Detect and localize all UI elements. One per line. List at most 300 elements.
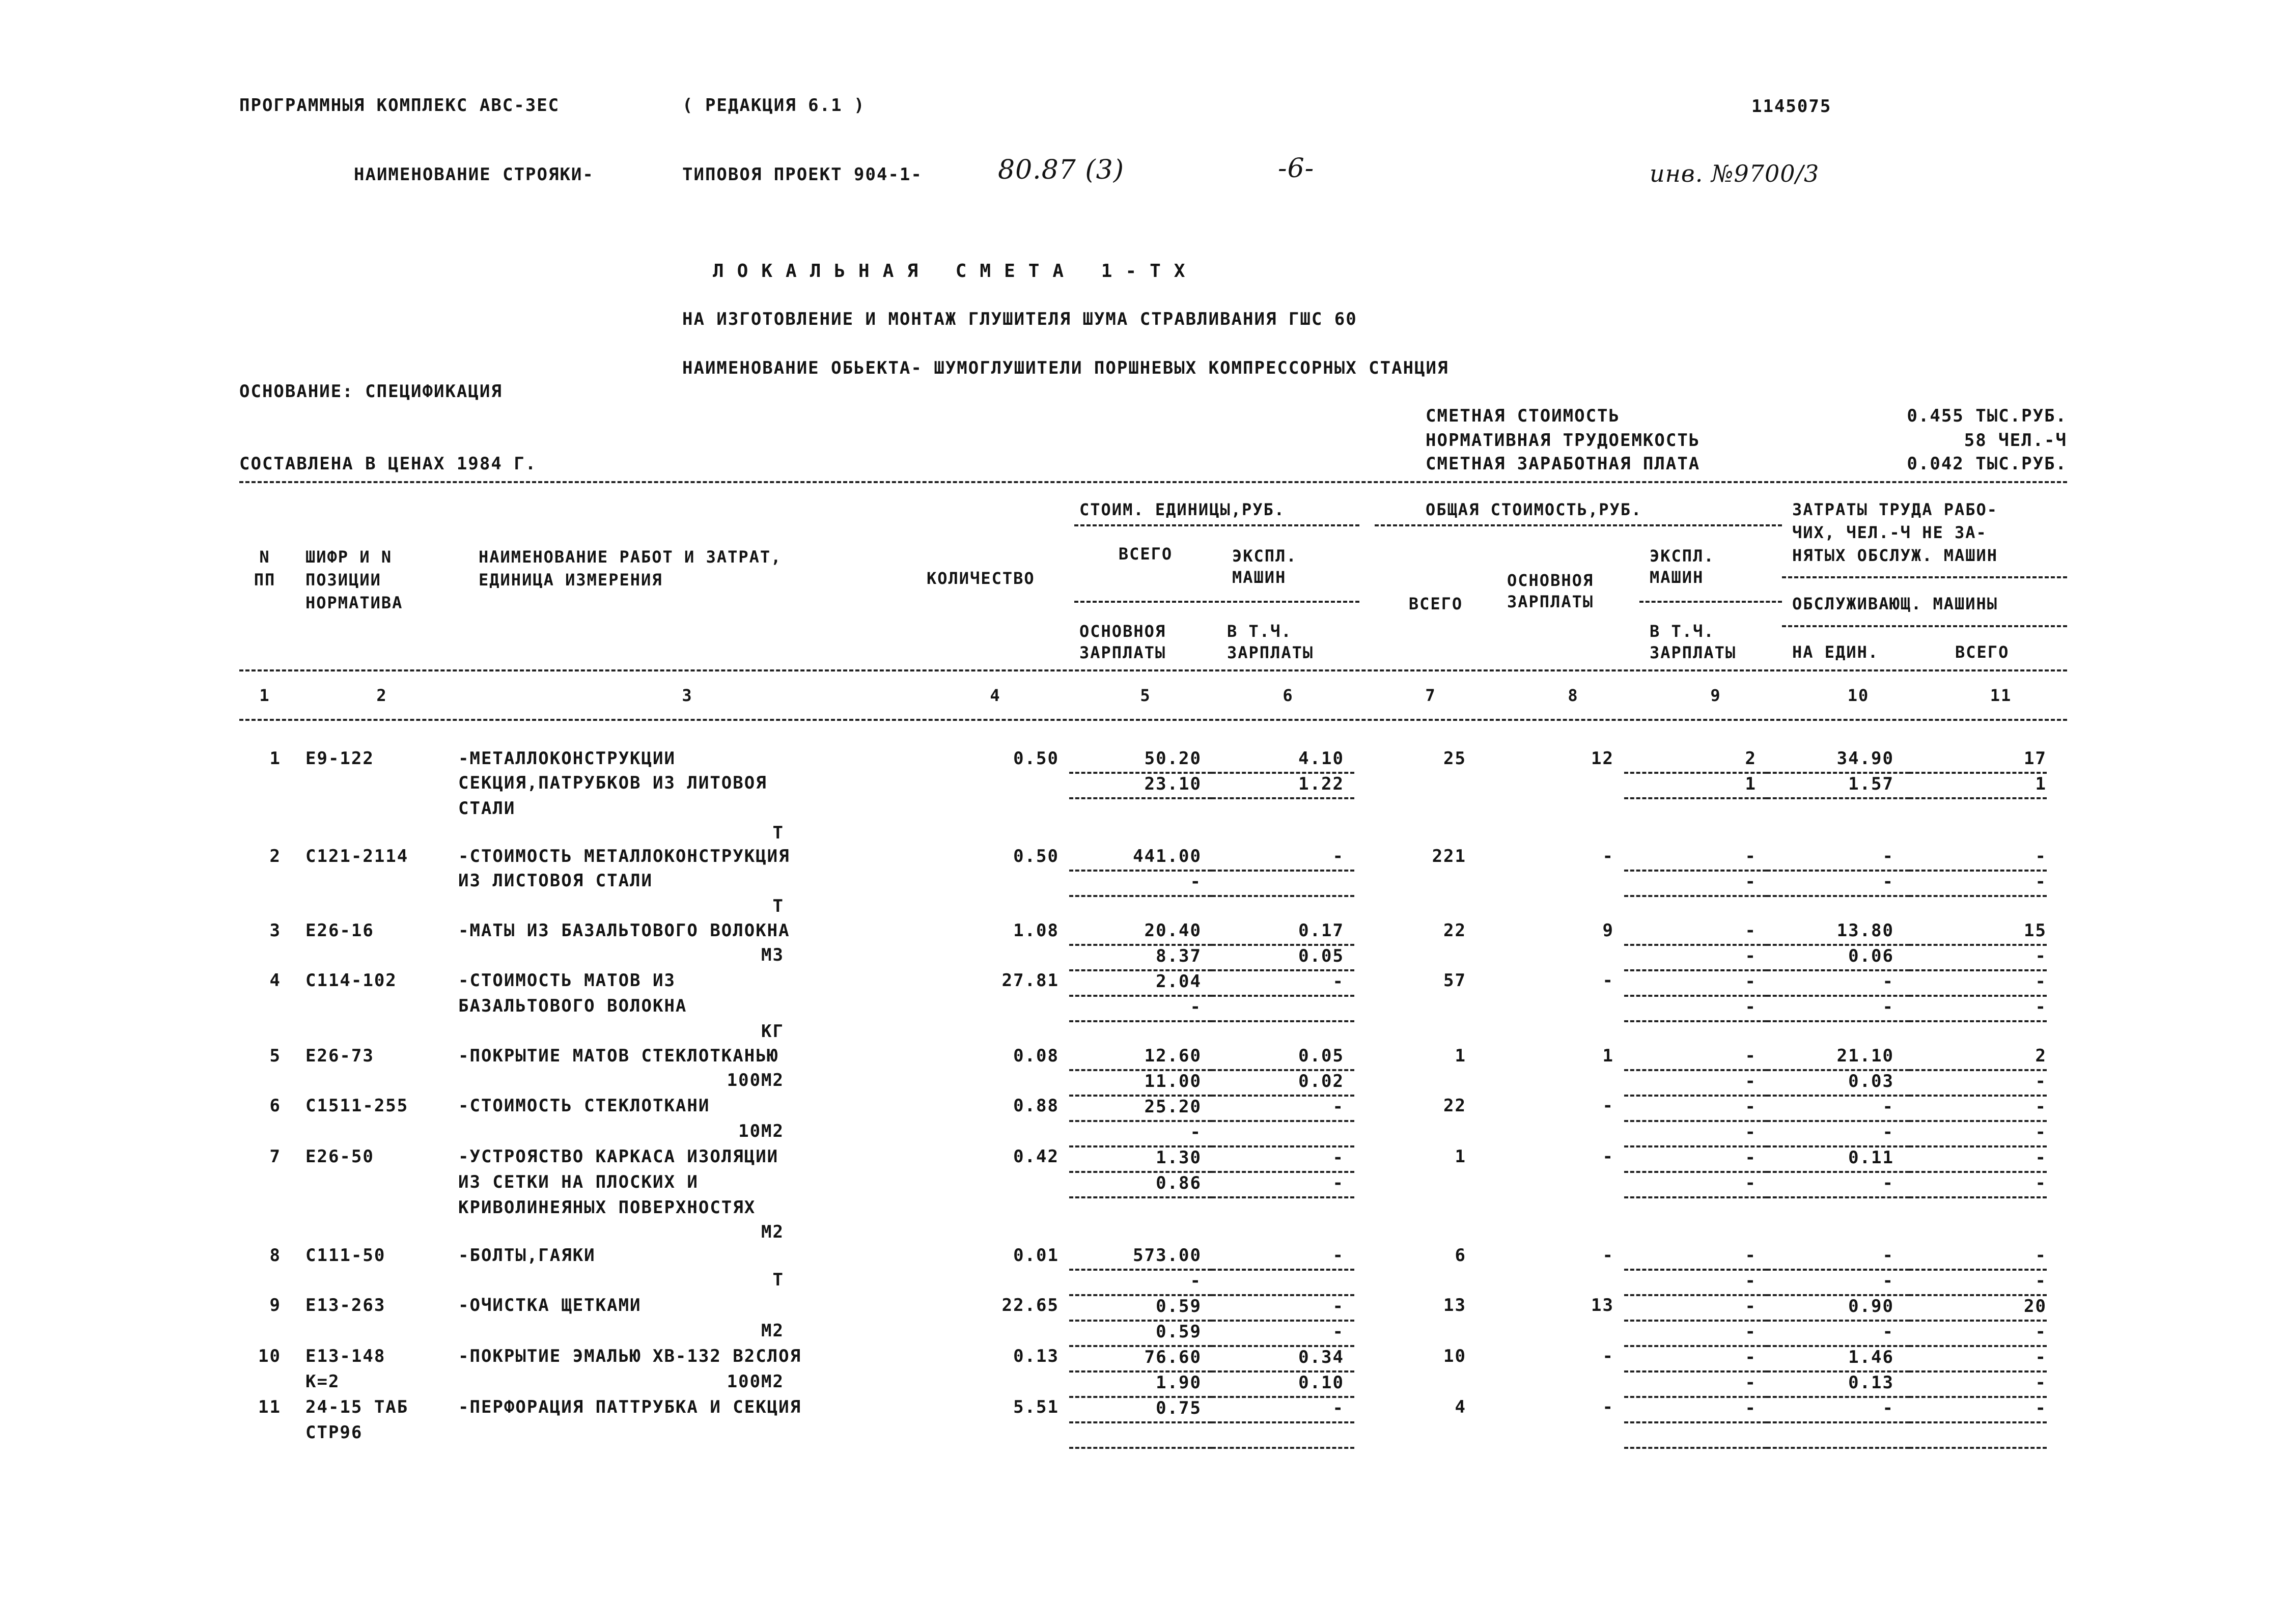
row-code: Е26-73 <box>305 1046 374 1066</box>
row-quantity: 0.50 <box>1013 748 1059 769</box>
row-unit-machines: - <box>1212 1295 1354 1321</box>
col-header-unit-machines: ЭКСПЛ. МАШИН <box>1232 546 1297 587</box>
row-total-machines: - <box>1624 1046 1767 1070</box>
row-total-machines: - <box>1624 920 1767 945</box>
summary-cost-label: СМЕТНАЯ СТОИМОСТЬ <box>1426 406 1620 426</box>
row-unit: Т <box>772 896 784 916</box>
row-unit-machine-wages: 1.22 <box>1212 773 1354 798</box>
row-total-wages-cont <box>1482 1321 1624 1346</box>
row-unit-machine-wages: 0.10 <box>1212 1371 1354 1397</box>
row-total-cont <box>1354 1121 1482 1146</box>
row-unit: 10М2 <box>738 1121 784 1141</box>
row-unit-wages: 0.59 <box>1069 1321 1212 1346</box>
row-total-machines: - <box>1624 1397 1767 1422</box>
row-total-machine-wages: - <box>1624 945 1767 970</box>
project-handwritten: 80.87 (3) <box>998 155 1125 185</box>
row-labor-per-unit: - <box>1767 846 1909 871</box>
row-quantity-cont <box>845 1070 1069 1096</box>
col-header-unit-machine-wages: В Т.Ч. ЗАРПЛАТЫ <box>1227 622 1314 662</box>
row-code-cont <box>295 1222 443 1245</box>
row-total-machine-wages: - <box>1624 1371 1767 1397</box>
row-unit-machine-wages <box>1212 1121 1354 1146</box>
table-row <box>239 1346 2047 1371</box>
row-total-machine-wages: - <box>1624 1270 1767 1295</box>
row-empty-cell <box>1212 1222 1354 1245</box>
row-code-cont <box>295 1172 443 1197</box>
row-unit-machine-wages <box>1212 996 1354 1021</box>
row-empty-cell <box>1909 823 2047 846</box>
row-total: 57 <box>1443 970 1466 991</box>
row-labor-total: 20 <box>1909 1295 2047 1321</box>
row-labor-per-unit-2: - <box>1767 871 1909 896</box>
row-unit-total: 50.20 <box>1069 748 1212 773</box>
row-number-cont <box>239 1371 295 1397</box>
row-total-machines: - <box>1624 1096 1767 1121</box>
row-labor-total: 17 <box>1909 748 2047 773</box>
row-total-wages: - <box>1602 1346 1614 1366</box>
row-total-machines: - <box>1624 1346 1767 1371</box>
row-code: Е26-16 <box>305 920 374 941</box>
row-empty-cell <box>1069 798 1212 823</box>
row-unit-machines: 0.05 <box>1212 1046 1354 1070</box>
col-header-labor-d: ОБСЛУЖИВАЮЩ. МАШИНЫ <box>1792 594 1998 613</box>
row-code-cont <box>295 1270 443 1295</box>
row-total-wages: 12 <box>1591 748 1614 769</box>
row-total-machines: - <box>1624 1146 1767 1172</box>
col-header-total: ВСЕГО <box>1408 594 1463 613</box>
row-code-cont <box>295 996 443 1021</box>
row-total-machines: - <box>1624 1245 1767 1270</box>
col-header-unit-cost: СТОИМ. ЕДИНИЦЫ,РУБ. <box>1079 500 1286 519</box>
col-header-n: N ПП <box>254 547 276 590</box>
col-number: 9 <box>1710 686 1721 705</box>
row-code-cont <box>295 773 443 798</box>
row-labor-total: 15 <box>1909 920 2047 945</box>
row-code: С111-50 <box>305 1245 386 1266</box>
row-number-cont <box>239 1197 295 1222</box>
row-total-wages: - <box>1602 1245 1614 1266</box>
row-unit-wages: 8.37 <box>1069 945 1212 970</box>
row-name: -СТОИМОСТЬ СТЕКЛОТКАНИ <box>458 1096 710 1116</box>
row-quantity: 0.50 <box>1013 846 1059 866</box>
prices-basis: СОСТАВЛЕНА В ЦЕНАХ 1984 Г. <box>239 454 537 474</box>
row-unit: Т <box>772 823 784 843</box>
row-labor-per-unit-2: - <box>1767 1321 1909 1346</box>
row-labor-total: - <box>1909 970 2047 996</box>
row-code: С121-2114 <box>305 846 409 866</box>
row-labor-per-unit-2: 1.57 <box>1767 773 1909 798</box>
row-code: С1511-255 <box>305 1096 409 1116</box>
table-row <box>239 1422 2047 1448</box>
row-labor-per-unit-2: 0.03 <box>1767 1070 1909 1096</box>
table-row <box>239 1121 2047 1146</box>
row-quantity-cont <box>845 1270 1069 1295</box>
row-empty-cell <box>1767 1021 1909 1046</box>
row-unit-total: 76.60 <box>1069 1346 1212 1371</box>
row-name: -ОЧИСТКА ЩЕТКАМИ <box>458 1295 642 1315</box>
document-title: ЛОКАЛЬНАЯ СМЕТА 1-ТХ <box>713 261 1199 282</box>
row-total-machines: - <box>1624 846 1767 871</box>
row-total-wages-cont <box>1482 1070 1624 1096</box>
document-number: 1145075 <box>1751 96 1832 117</box>
total-cost-subrule-2 <box>1639 601 1782 603</box>
row-total-cont <box>1354 945 1482 970</box>
row-quantity: 0.88 <box>1013 1096 1059 1116</box>
row-total-cont <box>1354 1070 1482 1096</box>
row-total: 4 <box>1455 1397 1466 1417</box>
col-number: 1 <box>259 686 270 705</box>
row-total-wages: - <box>1602 1146 1614 1167</box>
row-quantity: 0.42 <box>1013 1146 1059 1167</box>
row-total-machines: 2 <box>1624 748 1767 773</box>
row-empty-cell <box>845 1222 1069 1245</box>
row-number-cont <box>239 871 295 896</box>
row-total-cont <box>1354 1371 1482 1397</box>
row-empty-cell <box>1624 1222 1767 1245</box>
row-number: 3 <box>269 920 281 941</box>
table-row <box>239 1021 2047 1046</box>
row-total-machine-wages: 1 <box>1624 773 1767 798</box>
row-labor-total: - <box>1909 1096 2047 1121</box>
row-code: Е9-122 <box>305 748 374 769</box>
table-row <box>239 1245 2047 1270</box>
table-row <box>239 1197 2047 1222</box>
row-number: 9 <box>269 1295 281 1315</box>
row-labor-total-2: - <box>1909 1070 2047 1096</box>
row-total-cont <box>1354 1172 1482 1197</box>
row-empty-cell <box>1212 896 1354 920</box>
row-unit-wages: - <box>1069 996 1212 1021</box>
row-name: ИЗ ЛИСТОВОЯ СТАЛИ <box>458 871 653 891</box>
row-empty-cell <box>1909 896 2047 920</box>
row-labor-per-unit-2: 0.06 <box>1767 945 1909 970</box>
row-unit-wages: - <box>1069 871 1212 896</box>
col-number: 6 <box>1283 686 1294 705</box>
table-row <box>239 1321 2047 1346</box>
labor-subrule-2 <box>1782 625 2067 627</box>
row-empty-cell <box>1767 798 1909 823</box>
row-number-cont <box>239 1321 295 1346</box>
row-quantity-cont <box>845 871 1069 896</box>
row-unit-total: 0.59 <box>1069 1295 1212 1321</box>
col-number: 2 <box>376 686 387 705</box>
row-empty-cell <box>1909 1197 2047 1222</box>
row-code-cont <box>295 1197 443 1222</box>
col-header-labor-per-unit: НА ЕДИН. <box>1792 642 1879 662</box>
row-total-wages-cont <box>1482 945 1624 970</box>
row-labor-per-unit: 0.11 <box>1767 1146 1909 1172</box>
row-name: -УСТРОЯСТВО КАРКАСА ИЗОЛЯЦИИ <box>458 1146 779 1167</box>
row-empty-cell <box>1624 798 1767 823</box>
row-total-machine-wages <box>1624 1422 1767 1448</box>
row-unit: М2 <box>761 1321 784 1341</box>
row-labor-per-unit-2: - <box>1767 996 1909 1021</box>
row-total-cont <box>1354 996 1482 1021</box>
row-total-machines: - <box>1624 1295 1767 1321</box>
row-total-wages-cont <box>1482 773 1624 798</box>
col-header-labor-c: НЯТЫХ ОБСЛУЖ. МАШИН <box>1792 546 1998 565</box>
row-empty-cell <box>1069 896 1212 920</box>
row-total-wages-cont <box>1482 1422 1624 1448</box>
row-empty-cell <box>1767 1222 1909 1245</box>
row-total-wages: 1 <box>1602 1046 1614 1066</box>
row-labor-per-unit: 1.46 <box>1767 1346 1909 1371</box>
table-row <box>239 1270 2047 1295</box>
row-labor-total-2: - <box>1909 871 2047 896</box>
row-code-cont <box>295 798 443 823</box>
row-labor-per-unit: - <box>1767 1096 1909 1121</box>
row-empty-cell <box>1069 1021 1212 1046</box>
object-name: НАИМЕНОВАНИЕ ОБЬЕКТА- ШУМОГЛУШИТЕЛИ ПОРШНЕВЫХ КОМПРЕССОРНЫХ СТАНЦИЯ <box>682 358 1449 378</box>
row-empty-cell <box>1212 798 1354 823</box>
row-name: СЕКЦИЯ,ПАТРУБКОВ ИЗ ЛИТОВОЯ <box>458 773 767 793</box>
project-value: ТИПОВОЯ ПРОЕКТ 904-1- <box>682 164 923 185</box>
row-labor-total-2: 1 <box>1909 773 2047 798</box>
program-name: ПРОГРАММНЫЯ КОМПЛЕКС АВС-3ЕС <box>239 95 560 116</box>
row-unit-machines: - <box>1212 970 1354 996</box>
row-total-wages-cont <box>1482 1270 1624 1295</box>
row-labor-per-unit: - <box>1767 1397 1909 1422</box>
row-name: КРИВОЛИНЕЯНЫХ ПОВЕРХНОСТЯХ <box>458 1197 756 1218</box>
row-total-wages: - <box>1602 846 1614 866</box>
col-number: 4 <box>990 686 1001 705</box>
row-unit-total: 441.00 <box>1069 846 1212 871</box>
row-labor-total-2: - <box>1909 996 2047 1021</box>
row-name: -СТОИМОСТЬ МЕТАЛЛОКОНСТРУКЦИЯ <box>458 846 790 866</box>
col-number: 3 <box>682 686 693 705</box>
row-name: -ПОКРЫТИЕ ЭМАЛЬЮ ХВ-132 В2СЛОЯ <box>458 1346 802 1366</box>
row-unit-machines: - <box>1212 1397 1354 1422</box>
project-label: НАИМЕНОВАНИЕ СТРОЯКИ- <box>354 164 594 185</box>
row-unit-machine-wages: - <box>1212 1321 1354 1346</box>
row-empty-cell <box>1212 823 1354 846</box>
row-number: 7 <box>269 1146 281 1167</box>
col-header-unit-wages: ОСНОВНОЯ ЗАРПЛАТЫ <box>1079 622 1166 662</box>
row-empty-cell <box>1909 798 2047 823</box>
basis: ОСНОВАНИЕ: СПЕЦИФИКАЦИЯ <box>239 381 503 402</box>
table-row <box>239 1371 2047 1397</box>
row-labor-per-unit-2: - <box>1767 1121 1909 1146</box>
row-unit-machines: 0.34 <box>1212 1346 1354 1371</box>
row-unit: КГ <box>761 1021 784 1042</box>
row-total-wages: 9 <box>1602 920 1614 941</box>
row-quantity-cont <box>845 1121 1069 1146</box>
header-rule-bottom <box>239 719 2067 721</box>
row-empty-cell <box>1482 798 1624 823</box>
table-row <box>239 773 2047 798</box>
summary-cost-value: 0.455 ТЫС.РУБ. <box>1907 406 2067 426</box>
row-name: СТАЛИ <box>458 798 516 819</box>
row-quantity: 0.08 <box>1013 1046 1059 1066</box>
row-name: -ПОКРЫТИЕ МАТОВ СТЕКЛОТКАНЬЮ <box>458 1046 779 1066</box>
row-total: 10 <box>1443 1346 1466 1366</box>
row-labor-per-unit: 21.10 <box>1767 1046 1909 1070</box>
inventory-number: инв. №9700/3 <box>1650 160 1820 187</box>
row-number: 6 <box>269 1096 281 1116</box>
row-unit-wages: - <box>1069 1270 1212 1295</box>
row-labor-total: - <box>1909 1245 2047 1270</box>
row-code: Е13-148 <box>305 1346 386 1366</box>
row-quantity-cont <box>845 1371 1069 1397</box>
row-total-machines: - <box>1624 970 1767 996</box>
unit-cost-subrule-2 <box>1074 601 1359 603</box>
row-quantity-cont <box>845 1321 1069 1346</box>
col-header-quantity: КОЛИЧЕСТВО <box>927 569 1035 588</box>
row-labor-per-unit-2: - <box>1767 1270 1909 1295</box>
row-empty-cell <box>1624 1021 1767 1046</box>
row-total-wages-cont <box>1482 1121 1624 1146</box>
row-quantity-cont <box>845 945 1069 970</box>
row-number-cont <box>239 1172 295 1197</box>
summary-labor-value: 58 ЧЕЛ.-Ч <box>1964 430 2067 451</box>
row-name: БАЗАЛЬТОВОГО ВОЛОКНА <box>458 996 687 1016</box>
labor-subrule <box>1782 576 2067 578</box>
row-labor-total: 2 <box>1909 1046 2047 1070</box>
row-total-wages-cont <box>1482 871 1624 896</box>
row-name: -БОЛТЫ,ГАЯКИ <box>458 1245 596 1266</box>
table-row <box>239 798 2047 823</box>
row-total-cont <box>1354 773 1482 798</box>
table-row <box>239 896 2047 920</box>
row-quantity-cont <box>845 1172 1069 1197</box>
col-header-labor-a: ЗАТРАТЫ ТРУДА РАБО- <box>1792 500 1998 519</box>
table-row <box>239 748 2047 773</box>
row-unit-machine-wages <box>1212 1270 1354 1295</box>
row-empty-cell <box>1354 1021 1482 1046</box>
row-total-machine-wages: - <box>1624 1172 1767 1197</box>
row-empty-cell <box>1767 1197 1909 1222</box>
row-number: 11 <box>258 1397 281 1417</box>
row-unit-wages <box>1069 1422 1212 1448</box>
row-total: 25 <box>1443 748 1466 769</box>
row-labor-total: - <box>1909 1346 2047 1371</box>
row-unit-wages: 23.10 <box>1069 773 1212 798</box>
row-unit-total: 25.20 <box>1069 1096 1212 1121</box>
row-total-cont <box>1354 871 1482 896</box>
row-number-cont <box>239 773 295 798</box>
row-total-wages: - <box>1602 1096 1614 1116</box>
table-row <box>239 1096 2047 1121</box>
row-empty-cell <box>1212 1197 1354 1222</box>
row-labor-per-unit: - <box>1767 1245 1909 1270</box>
row-empty-cell <box>1482 896 1624 920</box>
col-number: 10 <box>1847 686 1870 705</box>
row-name: ИЗ СЕТКИ НА ПЛОСКИХ И <box>458 1172 699 1192</box>
row-labor-total: - <box>1909 1146 2047 1172</box>
row-code-cont <box>295 896 443 920</box>
row-total-wages-cont <box>1482 1172 1624 1197</box>
table-row <box>239 920 2047 945</box>
row-code-cont <box>295 1021 443 1046</box>
row-unit-machines: 4.10 <box>1212 748 1354 773</box>
row-number-cont <box>239 1222 295 1245</box>
row-quantity: 0.01 <box>1013 1245 1059 1266</box>
row-quantity: 27.81 <box>1001 970 1059 991</box>
row-empty-cell <box>845 823 1069 846</box>
row-unit-machines: - <box>1212 1096 1354 1121</box>
row-empty-cell <box>1354 1197 1482 1222</box>
row-total-machine-wages: - <box>1624 871 1767 896</box>
row-unit-machines: - <box>1212 1146 1354 1172</box>
row-name: -ПЕРФОРАЦИЯ ПАТТРУБКА И СЕКЦИЯ <box>458 1397 802 1417</box>
row-unit: М3 <box>761 945 784 965</box>
row-number: 10 <box>258 1346 281 1366</box>
row-code-cont <box>295 1070 443 1096</box>
row-total-cont <box>1354 1270 1482 1295</box>
row-unit-wages: 11.00 <box>1069 1070 1212 1096</box>
row-unit-machine-wages: 0.05 <box>1212 945 1354 970</box>
row-empty-cell <box>845 798 1069 823</box>
row-code-cont: К=2 <box>305 1371 340 1392</box>
row-unit-total: 0.75 <box>1069 1397 1212 1422</box>
row-labor-per-unit: 13.80 <box>1767 920 1909 945</box>
row-total: 22 <box>1443 920 1466 941</box>
row-code: 24-15 ТАБ <box>305 1397 409 1417</box>
table-row <box>239 945 2047 970</box>
row-total-machine-wages: - <box>1624 1121 1767 1146</box>
row-labor-per-unit-2 <box>1767 1422 1909 1448</box>
row-code: Е13-263 <box>305 1295 386 1315</box>
row-labor-total: - <box>1909 846 2047 871</box>
row-unit-machines: - <box>1212 846 1354 871</box>
row-unit-wages: - <box>1069 1121 1212 1146</box>
table-row <box>239 996 2047 1021</box>
row-empty-cell <box>1624 896 1767 920</box>
row-total-cont <box>1354 1422 1482 1448</box>
row-number: 5 <box>269 1046 281 1066</box>
row-total-wages: - <box>1602 970 1614 991</box>
row-number-cont <box>239 1021 295 1046</box>
estimate-table <box>239 748 2047 1449</box>
row-empty-cell <box>1909 1222 2047 1245</box>
row-empty-cell <box>1354 896 1482 920</box>
row-unit-total: 12.60 <box>1069 1046 1212 1070</box>
table-row <box>239 846 2047 871</box>
row-total: 13 <box>1443 1295 1466 1315</box>
col-number: 8 <box>1568 686 1579 705</box>
row-unit-machine-wages <box>1212 871 1354 896</box>
row-number-cont <box>239 1070 295 1096</box>
row-code-cont <box>295 1321 443 1346</box>
row-number: 1 <box>269 748 281 769</box>
row-empty-cell <box>1767 823 1909 846</box>
col-header-labor-b: ЧИХ, ЧЕЛ.-Ч НЕ ЗА- <box>1792 523 1987 542</box>
row-code-cont <box>295 871 443 896</box>
row-code: С114-102 <box>305 970 397 991</box>
row-unit <box>443 1422 845 1448</box>
col-number: 5 <box>1140 686 1151 705</box>
table-row <box>239 970 2047 996</box>
row-labor-total-2 <box>1909 1422 2047 1448</box>
row-unit-total: 20.40 <box>1069 920 1212 945</box>
row-labor-per-unit: 34.90 <box>1767 748 1909 773</box>
row-labor-total-2: - <box>1909 1270 2047 1295</box>
col-number: 7 <box>1425 686 1436 705</box>
row-empty-cell <box>1354 798 1482 823</box>
col-header-code: ШИФР И N ПОЗИЦИИ НОРМАТИВА <box>305 547 403 612</box>
row-number-cont <box>239 1270 295 1295</box>
row-total-machine-wages: - <box>1624 1070 1767 1096</box>
row-total: 1 <box>1455 1146 1466 1167</box>
row-total-wages: 13 <box>1591 1295 1614 1315</box>
row-labor-per-unit: 0.90 <box>1767 1295 1909 1321</box>
row-unit-wages: 1.90 <box>1069 1371 1212 1397</box>
row-quantity-cont <box>845 773 1069 798</box>
page-number: -6- <box>1278 153 1315 184</box>
row-number-cont <box>239 1121 295 1146</box>
table-row <box>239 1070 2047 1096</box>
table-row <box>239 1046 2047 1070</box>
